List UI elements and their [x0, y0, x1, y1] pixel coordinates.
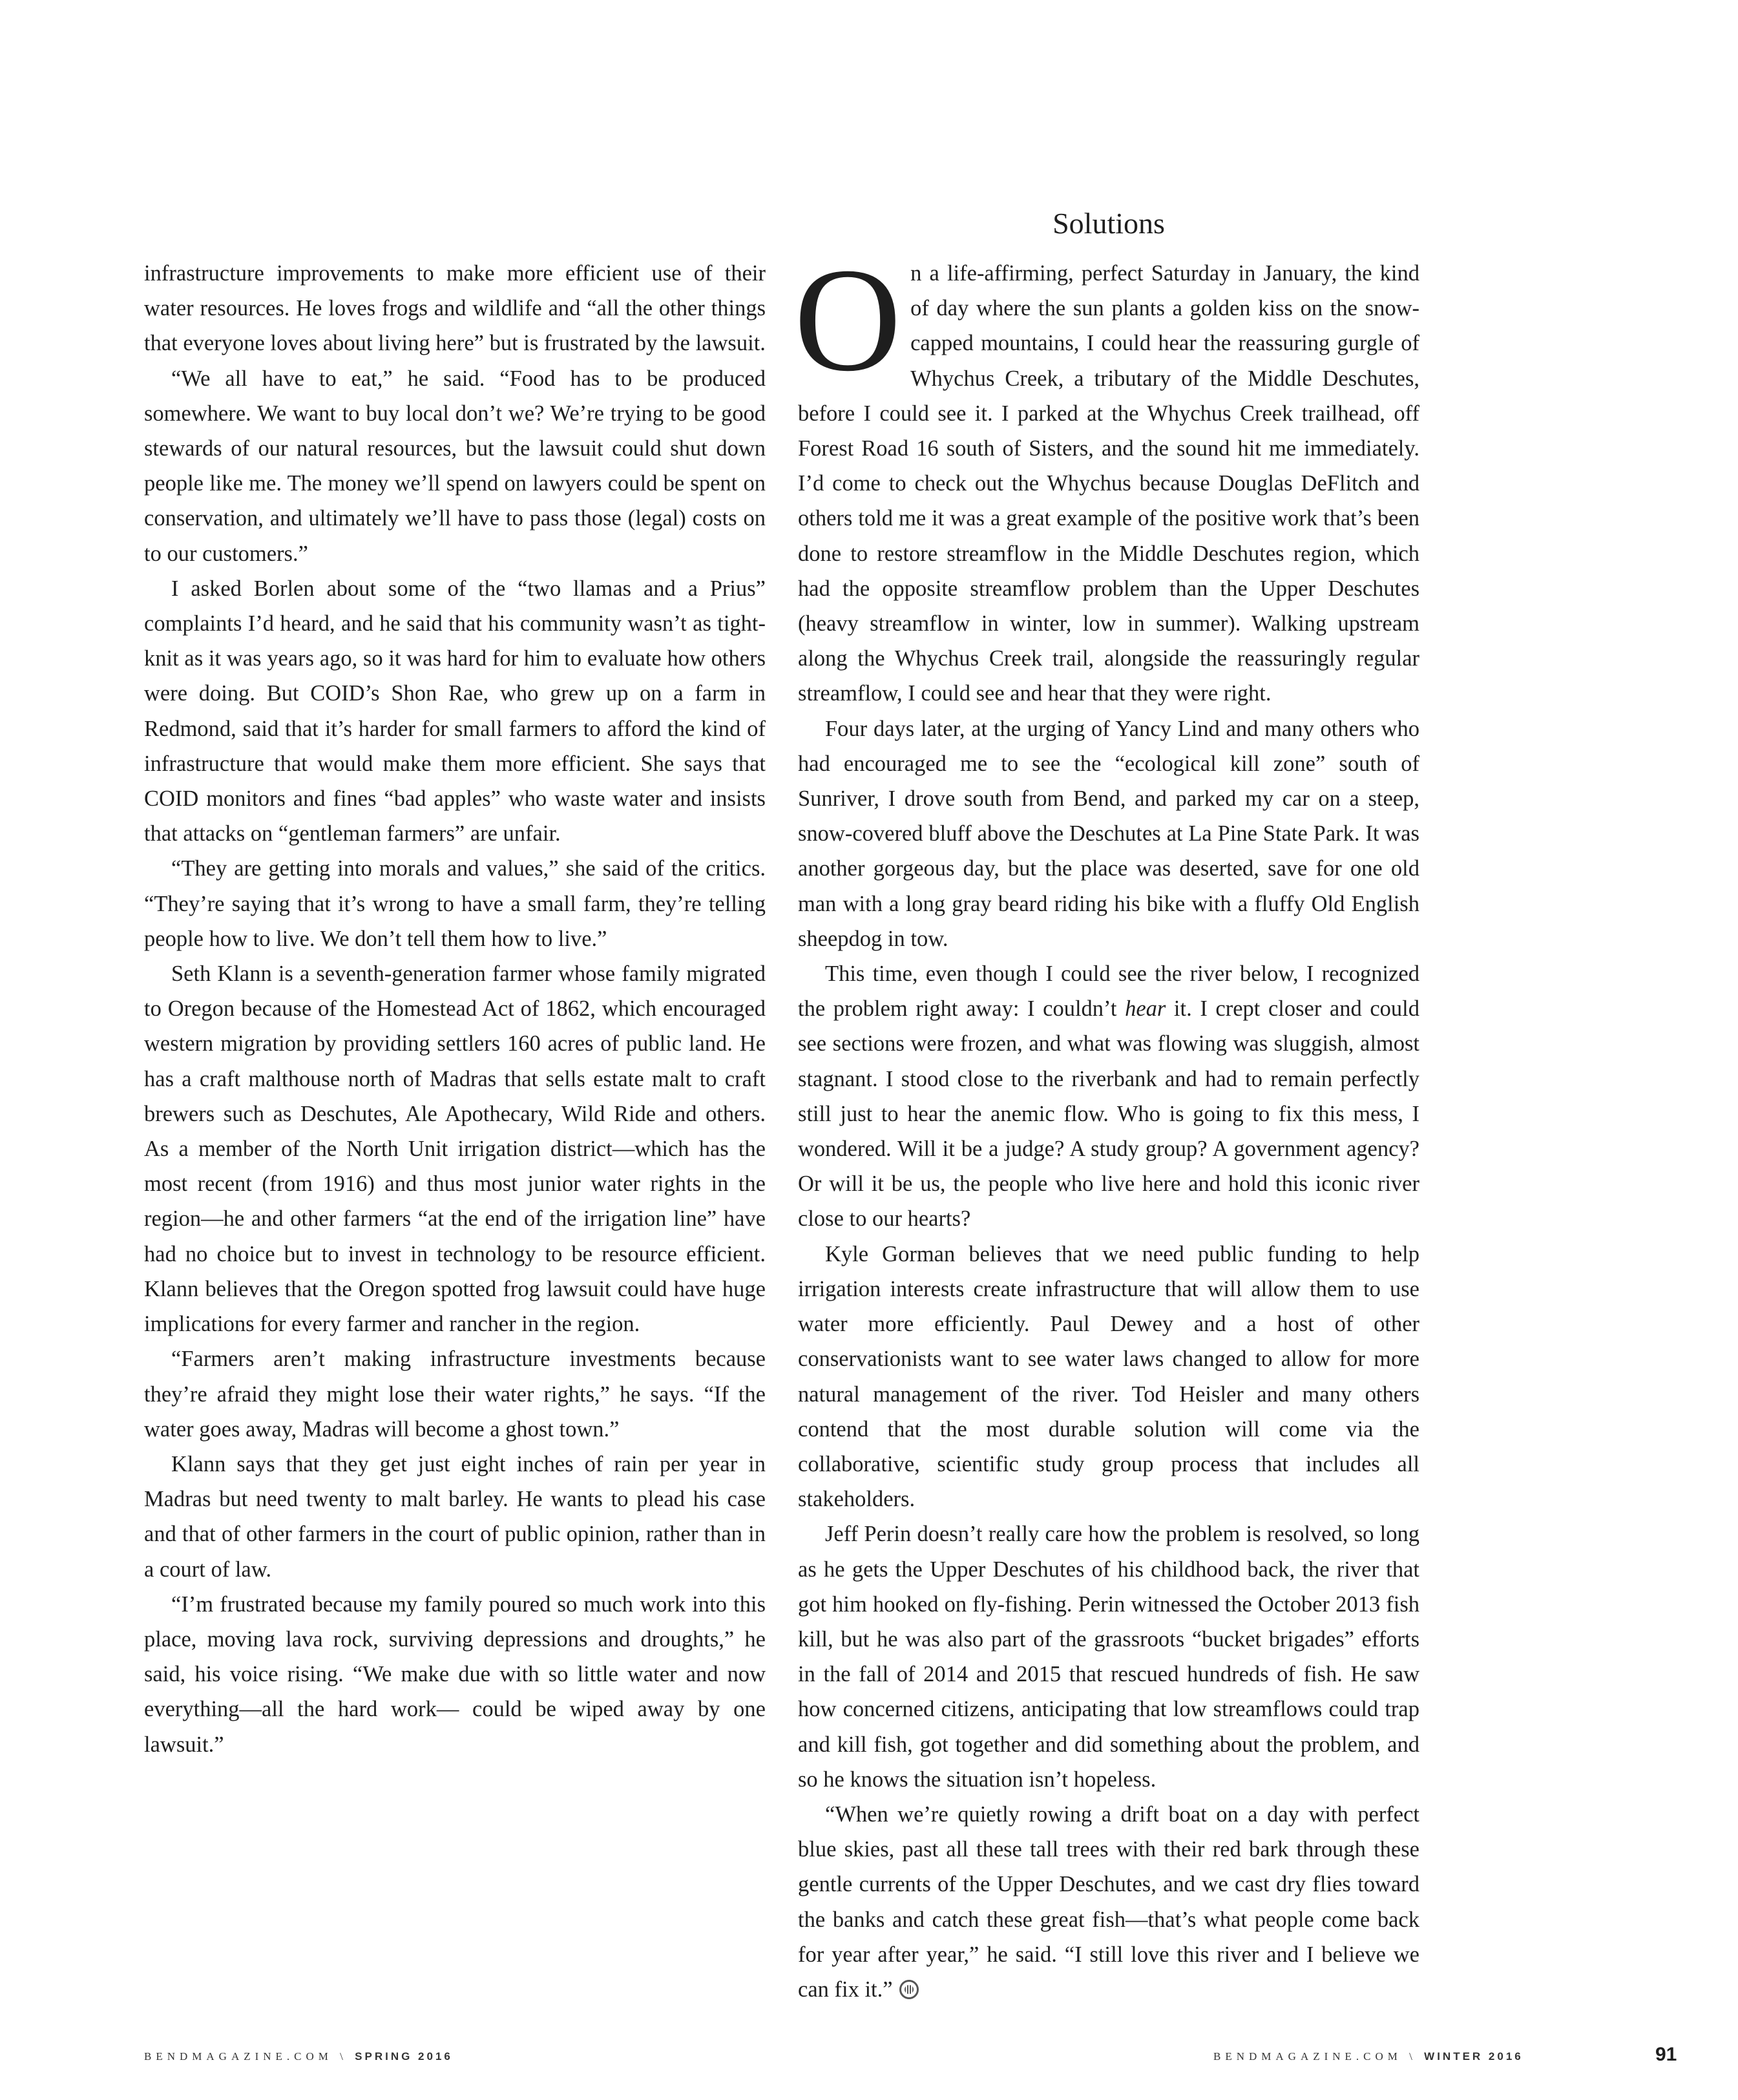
- right-paragraph-3-after: it. I crept closer and could see sections were frozen, and what was flowing was sluggish, almost stagnant. I stood close to the riverbank and had to remain perfectly still just to hear the anemic flow. Who is going to fix this mess, I wondered. Will it be a judge? A study group? A government agency? Or will it be us, the people who live here and hold this iconic river close to our hearts?: [798, 996, 1419, 1232]
- footer-right-separator: \: [1409, 2050, 1417, 2063]
- page-number: 91: [1655, 2044, 1677, 2065]
- right-paragraph-6: [798, 1797, 1419, 2007]
- footer-left-separator: \: [340, 2050, 348, 2063]
- drop-cap: O: [794, 237, 902, 402]
- right-paragraph-3: [798, 956, 1419, 1237]
- left-paragraph-5: Seth Klann is a seventh-generation farmer whose family migrated to Oregon because of the Homestead Act of 1862, which encouraged western migration by providing settlers 160 acres of public land. He has a craft malthouse north of Madras that sells estate malt to craft brewers such as Deschutes, Ale Apothecary, Wild Ride and others. As a member of the North Unit irrigation district—which has the most recent (from 1916) and thus most junior water rights in the region—he and other farmers “at the end of the irrigation line” have had no choice but to invest in technology to be resource efficient. Klann believes that the Oregon spotted frog lawsuit could have huge implications for every farmer and rancher in the region.: [144, 961, 766, 1337]
- footer-left: [144, 2050, 453, 2063]
- left-paragraph-7: Klann says that they get just eight inches of rain per year in Madras but need twenty to malt barley. He wants to plead his case and that of other farmers in the court of public opinion, rather than in a court of law.: [144, 1451, 766, 1582]
- right-paragraph-3-before: This time, even though I could see the river below, I recognized the problem right away: I couldn’t: [798, 961, 1419, 1022]
- left-paragraph-6: “Farmers aren’t making infrastructure investments because they’re afraid they might lose their water rights,” he says. “If the water goes away, Madras will become a ghost town.”: [144, 1347, 766, 1442]
- end-of-story-icon: [899, 1980, 919, 1999]
- left-column: [144, 256, 766, 1762]
- right-paragraph-1: [794, 237, 1419, 711]
- left-paragraph-4: “They are getting into morals and values,” she said of the critics. “They’re saying that it’s wrong to have a small farm, they’re telling people how to live. We don’t tell them how to live.”: [144, 856, 766, 951]
- left-paragraph-1: infrastructure improvements to make more efficient use of their water resources. He loves frogs and wildlife and “all the other things that everyone loves about living here” but is frustrated by the lawsuit.: [144, 261, 766, 356]
- right-column: [794, 237, 1419, 2007]
- right-paragraph-4: Kyle Gorman believes that we need public funding to help irrigation interests create infrastructure that will allow them to use water more efficiently. Paul Dewey and a host of other conservationists want to see water laws changed to allow for more natural management of the river. Tod Heisler and many others contend that the most durable solution will come via the collaborative, scientific study group process that includes all stakeholders.: [798, 1241, 1419, 1512]
- left-paragraph-8: “I’m frustrated because my family poured so much work into this place, moving lava rock, surviving depressions and droughts,” he said, his voice rising. “We make due with so little water and now everything—all the hard work— could be wiped away by one lawsuit.”: [144, 1591, 766, 1757]
- footer-right-site: BENDMAGAZINE.COM: [1213, 2050, 1402, 2063]
- footer-right: [1213, 2050, 1523, 2063]
- right-paragraph-5: Jeff Perin doesn’t really care how the problem is resolved, so long as he gets the Upper Deschutes of his childhood back, the river that got him hooked on fly-fishing. Perin witnessed the October 2013 fish kill, but he was also part of the grassroots “bucket brigades” efforts in the fall of 2014 and 2015 that rescued hundreds of fish. He saw how concerned citizens, anticipating that low streamflows could trap and kill fish, got together and did something about the problem, and so he knows the situation isn’t hopeless.: [798, 1522, 1419, 1792]
- right-paragraph-1-text: n a life-affirming, perfect Saturday in January, the kind of day where the sun plants a golden kiss on the snow-capped mountains, I could hear the reassuring gurgle of Whychus Creek, a tributary of the Middle Deschutes, before I could see it. I parked at the Whychus Creek trailhead, off Forest Road 16 south of Sisters, and the sound hit me immediately. I’d come to check out the Whychus because Douglas DeFlitch and others told me it was a great example of the positive work that’s been done to restore streamflow in the Middle Deschutes region, which had the opposite streamflow problem than the Upper Deschutes (heavy streamflow in winter, low in summer). Walking upstream along the Whychus Creek trail, alongside the reassuringly regular streamflow, I could see and hear that they were right.: [798, 261, 1419, 706]
- footer-left-issue: SPRING 2016: [355, 2050, 453, 2063]
- footer-left-site: BENDMAGAZINE.COM: [144, 2050, 333, 2063]
- right-paragraph-6-text: “When we’re quietly rowing a drift boat on a day with perfect blue skies, past all these tall trees with their red bark through these gentle currents of the Upper Deschutes, and we cast dry flies toward the banks and catch these great fish—that’s what people come back for year after year,” he said. “I still love this river and I believe we can fix it.”: [798, 1801, 1419, 2002]
- section-heading: Solutions: [1052, 207, 1165, 240]
- right-paragraph-2: Four days later, at the urging of Yancy Lind and many others who had encouraged me to see the “ecological kill zone” south of Sunriver, I drove south from Bend, and parked my car on a steep, snow-covered bluff above the Deschutes at La Pine State Park. It was another gorgeous day, but the place was deserted, save for one old man with a long gray beard riding his bike with a fluffy Old English sheepdog in tow.: [798, 716, 1419, 951]
- left-paragraph-2: “We all have to eat,” he said. “Food has to be produced somewhere. We want to buy local don’t we? We’re trying to be good stewards of our natural resources, but the lawsuit could shut down people like me. The money we’ll spend on lawyers could be spent on conservation, and ultimately we’ll have to pass those (legal) costs on to our customers.”: [144, 366, 766, 566]
- right-paragraph-3-emphasis: hear: [1125, 996, 1166, 1022]
- footer-right-issue: WINTER 2016: [1424, 2050, 1523, 2063]
- left-paragraph-3: I asked Borlen about some of the “two llamas and a Prius” complaints I’d heard, and he said that his community wasn’t as tight-knit as it was years ago, so it was hard for him to evaluate how others were doing. But COID’s Shon Rae, who grew up on a farm in Redmond, said that it’s harder for small farmers to afford the kind of infrastructure that would make them more efficient. She says that COID monitors and fines “bad apples” who waste water and insists that attacks on “gentleman farmers” are unfair.: [144, 576, 766, 846]
